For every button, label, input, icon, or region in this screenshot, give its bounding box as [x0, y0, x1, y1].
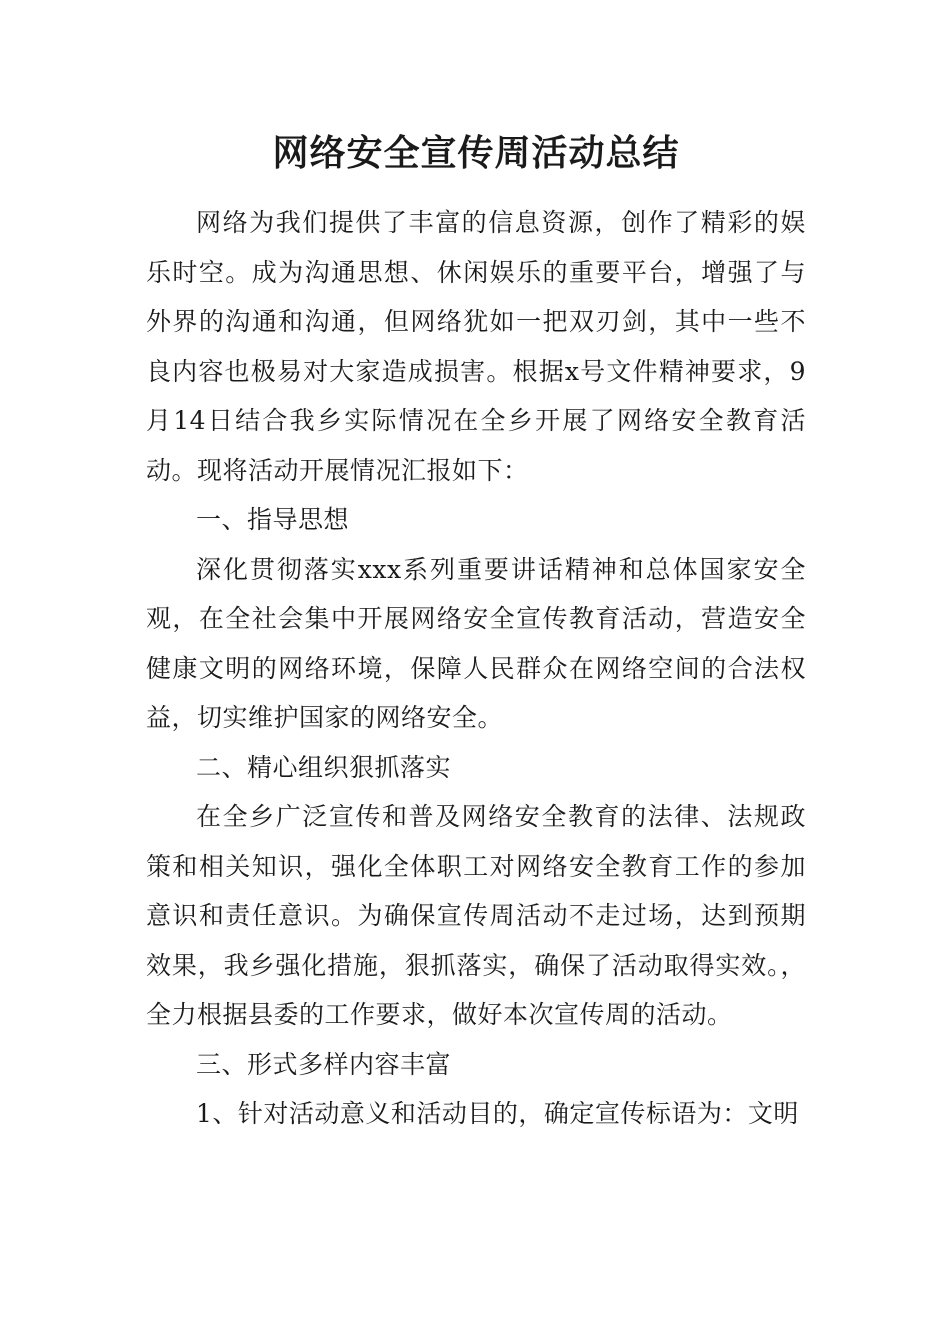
- guiding-ideology-paragraph: 深化贯彻落实xxx系列重要讲话精神和总体国家安全观，在全社会集中开展网络安全宣传教育活动，营造安全健康文明的网络环境，保障人民群众在网络空间的合法权益，切实维护国家的网络安全。: [146, 554, 806, 732]
- document-page: [146, 128, 806, 1139]
- section-heading-organization: 二、精心组织狠抓落实: [196, 752, 452, 782]
- section-heading-diverse-forms: 三、形式多样内容丰富: [196, 1049, 452, 1079]
- diverse-forms-paragraph: 1、针对活动意义和活动目的，确定宣传标语为：文明: [196, 1099, 799, 1128]
- section-heading-guiding-ideology: 一、指导思想: [196, 505, 350, 534]
- organization-paragraph: 在全乡广泛宣传和普及网络安全教育的法律、法规政策和相关知识，强化全体职工对网络安全教育工作的参加意识和责任意识。为确保宣传周活动不走过场，达到预期效果，我乡强化措施，狠抓落实，确保了活动取得实效。，全力根据县委的工作要求，做好本次宣传周的活动。: [146, 802, 806, 1029]
- document-title: 网络安全宣传周活动总结: [272, 132, 680, 174]
- intro-paragraph: 网络为我们提供了丰富的信息资源，创作了精彩的娱乐时空。成为沟通思想、休闲娱乐的重要平台，增强了与外界的沟通和沟通，但网络犹如一把双刃剑，其中一些不良内容也极易对大家造成损害。根据x号文件精神要求，9月14日结合我乡实际情况在全乡开展了网络安全教育活动。现将活动开展情况汇报如下：: [146, 208, 806, 485]
